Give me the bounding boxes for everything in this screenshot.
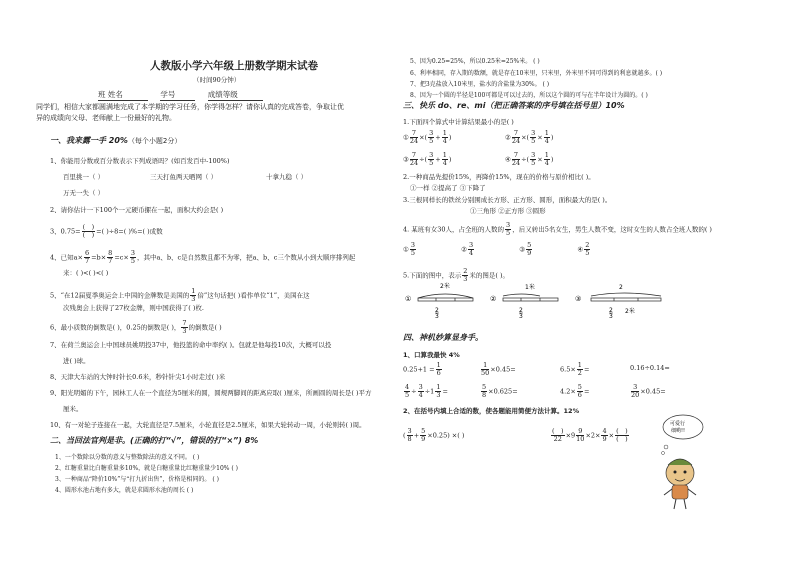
s3-q5-opt1-label: ①	[405, 295, 412, 303]
section-3-title: 三、快乐 do、re、mi（把正确答案的序号填在括号里）10%	[403, 101, 625, 110]
s1-q5: 5、“在12届夏季奥运会上中国的金牌数是美国的 $\frac{1}{3}$ 倍”这句话把( )看作单位“1”，美国在这	[50, 287, 310, 303]
s1-q1a: 百里挑一（ ）	[63, 173, 105, 181]
s1-q1: 1、你能用分数或百分数表示下列成语吗？(如百发百中-100%)	[50, 157, 230, 165]
bubble-text-1: 可爱行	[670, 421, 686, 427]
speech-bubble	[663, 415, 703, 439]
s3-q2-options: ①一样 ②提高了 ③下降了	[410, 184, 486, 192]
s1-q4-answer: 来：( )<( )<( )	[63, 269, 109, 277]
s1-q7b: 进( )球。	[63, 357, 90, 365]
s1-q1d: 万无一失（ ）	[63, 189, 105, 197]
s4-sub-1: 1、口算我最快 4%	[403, 351, 460, 359]
oral-row-2b: $\frac{5}{8}$ ×0.625=	[482, 383, 518, 399]
page-title: 人教版小学六年级上册数学期末试卷	[150, 60, 318, 72]
s1-q4: 4、已知a× $\frac{6}{7}$ =b× $\frac{8}{7}$ =c× $\frac{3}{5}$ ，其中a、b、c是自然数且都不为零，把a、b、c三个数从小到大顺序排列起	[50, 249, 356, 265]
section-4-title: 四、神机妙算显身手。	[403, 333, 483, 342]
s3-q5-label-2: 1米	[525, 284, 535, 291]
s3-q5-brace-1	[418, 294, 473, 298]
student-id-field[interactable]: 学号	[160, 89, 195, 101]
class-name-field[interactable]: 班 姓名	[98, 89, 148, 101]
s3-q1: 1.下面四个算式中计算结果最小的是( )	[403, 118, 514, 126]
s3-q5-bar-3	[591, 298, 661, 301]
svg-text:3: 3	[435, 313, 439, 320]
exam-time: （时间90分钟）	[193, 76, 241, 84]
s2-item-8: 8、因为一个圆的半径是100可都是可以过去的，所以这个圆的可与在半年设计为圆的。( )	[410, 92, 648, 99]
s3-q1-opt1: ① $\frac{7}{24}$ ×( $\frac{3}{5}$ + $\frac{1}{4}$ )	[403, 129, 452, 145]
oral-row-1c: 6.5× $\frac{1}{2}$ =	[560, 361, 590, 377]
s1-q3: 3、0.75= $\frac{( )}{( )}$ =( )÷8=( )%=( )成数	[50, 223, 163, 239]
s3-q4: 4. 某班有女30人，占全班的人数的 $\frac{3}{5}$ ，后又转出5名女生，男生人数不变，这时女生的人数占全班人数的( )	[403, 221, 712, 237]
intro-line-2: 异的成绩向父母、老师献上一份最好的礼物。	[36, 114, 176, 122]
s1-q1c: 十拿九稳（ ）	[266, 173, 308, 181]
mascot-body	[672, 485, 688, 499]
s1-q2: 2、请你估计一下100个一元硬币摞在一起，面积大约会是( )	[50, 206, 224, 214]
mascot-hair	[668, 459, 692, 465]
oral-row-1b: $\frac{1}{50}$ ×0.45=	[481, 361, 516, 377]
svg-text:2: 2	[519, 307, 523, 314]
oral-row-2d: $\frac{3}{20}$ ×0.45=	[631, 383, 666, 399]
s1-q7: 7、在荷兰奥运会上中国球员姚明投37中，他投篮的命中率约( )。包就是他每投10次，大概可以投	[50, 341, 332, 349]
oral-row-2: $\frac{4}{5}$ ÷ $\frac{3}{4}$ ÷1 $\frac{1}{3}$ =	[405, 383, 448, 399]
s2-item-3: 3、一种商品“降价10%”与“打九折出售”，价格是相同的。 ( )	[55, 476, 219, 483]
s1-q10: 10、有一对轮子连接在一起，大轮直径是7.5厘米，小轮直径是2.5厘米，如果大轮转动一周，小轮则转( )周。	[50, 421, 366, 429]
svg-text:3: 3	[519, 313, 523, 320]
s2-item-4: 4、圆形水池占地有多大，就是求圆形水池的周长 ( )	[55, 487, 194, 494]
intro-line-1: 同学们，相信大家都圆满地完成了本学期的学习任务，你学得怎样？请你认真的完成答卷，争取让优	[36, 103, 344, 111]
s2-item-2: 2、红糖重量比白糖重量多10%，就是白糖重量比红糖重量少10% ( )	[55, 465, 238, 472]
s1-q8: 8、天津大车站的大钟时针长0.6米，秒针针尖1小时走过( )米	[50, 373, 226, 381]
grade-field[interactable]: 成绩等级	[208, 89, 263, 101]
fill-expr-1: ( $\frac{3}{8}$ + $\frac{5}{9}$ ×0.25) ×( )	[403, 427, 465, 443]
s3-q5-bar-2	[503, 298, 558, 301]
s1-q5c: 次残奥会上获得了27枚金牌，则中国获得了( )枚.	[63, 304, 204, 312]
s3-q5-opt2-label: ②	[490, 295, 497, 303]
s1-q6: 6、最小质数的倒数是( )，0.25的倒数是( )， $\frac{7}{3}$ 的倒数是( )	[50, 319, 222, 335]
svg-text:2: 2	[435, 307, 439, 314]
section-1-title: 一、我来露一手 20%（每个小题2分）	[50, 136, 182, 145]
section-2-title: 二、当回法官判是非。(正确的打“√”，错误的打“×”) 8%	[50, 436, 259, 445]
s1-q9b: 厘米。	[63, 405, 83, 413]
s3-q4-options: ① $\frac{3}{5}$ ② $\frac{3}{4}$ ③ $\frac{5}{9}$ ④ $\frac{2}{5}$	[403, 241, 590, 257]
oral-row-1: 0.25+1 = $\frac{1}{6}$	[403, 361, 441, 377]
s2-item-6: 6、利率相同，存入期的数额，就是存在10米里，只米里，外米里不同可得到的利息就越多。( )	[410, 70, 663, 77]
s3-q1-opt4: ④ $\frac{7}{24}$ ÷( $\frac{3}{5}$ × $\frac{1}{4}$ )	[505, 151, 554, 167]
bubble-text-2: 细哟!!	[671, 428, 686, 434]
svg-text:2: 2	[609, 307, 613, 314]
oral-row-1d: 0.16÷0.14=	[630, 364, 670, 372]
s3-q1-opt2: ② $\frac{7}{24}$ ×( $\frac{3}{5}$ × $\frac{1}{4}$ )	[505, 129, 554, 145]
cartoon-mascot	[650, 405, 710, 515]
s2-item-5: 5、因为0.25=25%，所以0.25米=25%米。 ( )	[410, 58, 540, 65]
s3-q5-diagrams	[403, 280, 703, 320]
s2-item-1: 1、一个数除以分数的意义与整数除法的意义不同。 ( )	[55, 454, 200, 461]
s3-q1-opt3: ③ $\frac{7}{24}$ ÷( $\frac{3}{5}$ + $\frac{1}{4}$ )	[403, 151, 452, 167]
svg-text:2: 2	[619, 284, 623, 291]
student-fields	[98, 89, 273, 101]
s3-q3-options: ①三角形 ②正方形 ③圆形	[470, 207, 546, 215]
s2-item-7: 7、把3克盐放入10米里，盐水的含盐量为30%。 ( )	[410, 81, 550, 88]
oral-row-2c: 4.2× $\frac{5}{6}$ =	[560, 383, 590, 399]
s3-q2: 2.一种商品先提价15%，再降价15%，现在的价格与原价相比( )。	[403, 173, 595, 181]
s1-q1b: 三天打鱼两天晒网（ ）	[150, 173, 218, 181]
s3-q5-bar-1	[418, 298, 473, 301]
svg-text:3: 3	[609, 313, 613, 320]
fill-expr-2: $\frac{( )}{22}$ ×9 $\frac{9}{10}$ ×2× $\frac{4}{9}$ × $\frac{( )}{( )}$	[552, 427, 628, 443]
s3-q5-opt3-label: ③	[575, 295, 582, 303]
s3-q3: 3.三根同样长的铁丝分别围成长方形、正方形、圆形，面积最大的是( )。	[403, 196, 612, 204]
s1-q9: 9、阳光明媚的下午，园林工人在一个直径为5厘米的圆，圆规两脚间的距离应取( )厘米，所画圆的周长是( )平方	[50, 389, 372, 397]
s3-q5-label-1: 2米	[440, 283, 450, 290]
s3-q5-label-3: 2米	[625, 308, 635, 315]
s4-sub-2: 2、在括号内填上合适的数，使各题能用简便方法计算。12%	[403, 407, 580, 415]
s3-q5: 5.下面的图中，表示 $\frac{2}{3}$ 米的图是( )。	[403, 267, 509, 283]
